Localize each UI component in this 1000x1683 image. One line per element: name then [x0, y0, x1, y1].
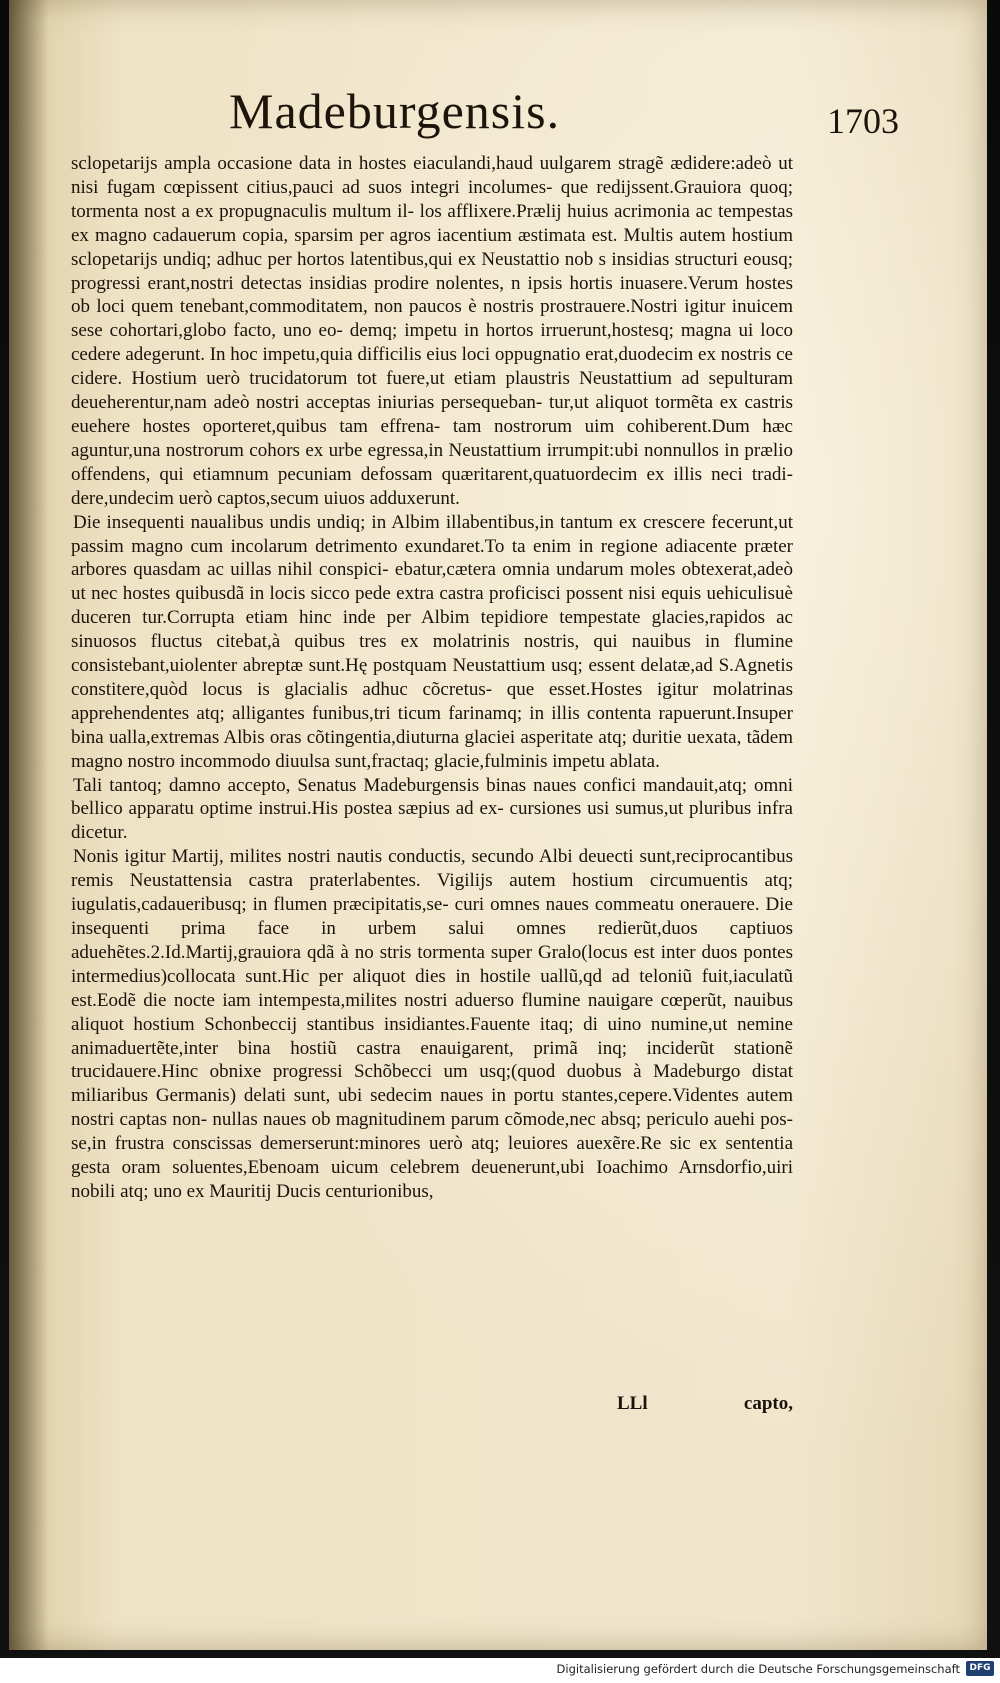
paragraph-3: Tali tantoq; damno accepto, Senatus Madeburgensis binas naues confici mandauit,atq; omni bellico apparatu optime instrui.His postea sæpius ad ex- cursiones usi sumus,ut pluribus infra dicetur.: [71, 774, 793, 844]
paragraph-2: Die insequenti naualibus undis undiq; in Albim illabentibus,in tantum ex crescere fecerunt,ut passim magno cum incolarum detrimento exundaret.To ta enim in regione adiacente præter arbores quasdam ac uillas nihil conspici- ebatur,cætera omnia undarum moles obtexerat,adeò ut nec hostes quibusdã in locis sicco pede extra castra proficisci possent nisi equis uehiculisuè duceren tur.Corrupta etiam hinc inde per Albim tepidiore tempestate glacies,rapidos ac sinuosos fluctus citebat,à quibus tres ex molatrinis nostris, qui nauibus in flumine consistebant,uiolenter abreptæ sunt.Hę postquam Neustattium usq; essent delatæ,ad S.Agnetis constitere,quòd locus is glacialis adhuc cõcretus- que esset.Hostes igitur molatrinas apprehendentes atq; alligantes funibus,tri ticum farinamq; in illis contenta rapuerunt.Insuper bina ualla,extremas Albis oras cõtingentia,diuturna glaciei asperitate atq; duritie uexata, tãdem magno nostro incommodo diuulsa sunt,fractaq; glacie,fulminis impetu ablata.: [71, 511, 793, 772]
footer-strip: [0, 1658, 1000, 1683]
book-page: [9, 0, 987, 1650]
running-title: Madeburgensis.: [229, 83, 561, 139]
body-text: [71, 152, 793, 1204]
page-header: [9, 82, 987, 152]
paragraph-1: sclopetarijs ampla occasione data in hostes eiaculandi,haud uulgarem stragẽ ædidere:adeò ut nisi fugam cœpissent citius,pauci ad suos integri incolumes- que redijssent.Grauiora quoq; tormenta nost a ex propugnaculis multum il- los afflixere.Prælij huius acrimonia ac tempestas ex magno cadauerum copia, sparsim per agros iacentium æstimata est. Multis autem hostium sclopetarijs undiq; adhuc per hortos latentibus,qui ex Neustattio nob s insidias structuri eousq; progressi erant,nostri detectas insidias prodire nolentes, n ipsis hortis inuasere.Verum hostes ob loci quem tenebant,commoditatem, non paucos è nostris prostrauere.Nostri igitur inuicem sese cohortari,globo facto, uno eo- demq; impetu in hortos irruerunt,hostesq; magna ui loco cedere adegerunt. In hoc impetu,quia difficilis eius loci oppugnatio erat,duodecim ex nostris ce cidere. Hostium uerò trucidatorum tot fuere,ut etiam plaustris Neustattium ad sepulturam deueherentur,nam adeò nostri acceptas iniurias persequeban- tur,ut aliquot tormẽta ex castris euehere hostes oporteret,quibus tam effrena- tam nostrorum uim cohiberent.Dum hæc aguntur,una nostrorum cohors ex urbe egressa,in Neustattium irrumpit:ubi nonnullos in prælio offendens, qui etiamnum pecuniam defossam quæritarent,quatuordecim ex illis neci tradi- dere,undecim uerò captos,secum uiuos adduxerunt.: [71, 153, 793, 509]
gutter-shadow: [9, 0, 49, 1650]
catch-line: [71, 1393, 793, 1417]
paragraph-4: Nonis igitur Martij, milites nostri nautis conductis, secundo Albi deuecti sunt,reciprocantibus remis Neustattensia castra praterlabentes. Vigilijs autem hostium circumuentis atq; iugulatis,cadaueribusq; in flumen præcipitatis,se- curi omnes naues commeatu onerauere. Die insequenti prima face in urbem salui omnes redierũt,duos captiuos aduehẽtes.2.Id.Martij,grauiora qdã à no stris tormenta super Gralo(locus est inter duos pontes intermedius)collocata sunt.Hic per aliquot dies in hostile uallũ,qd ad teloniũ fuit,iaculatũ est.Eodẽ die nocte iam intempesta,milites nostri aduerso flumine nauigare cœperũt, nauibus aliquot hostium Schonbeccij stantibus insidiantes.Fauente itaq; di uino numine,ut nemine animaduertẽte,inter bina hostiũ castra enauigarent, primã inq; inciderũt stationẽ trucidauere.Hinc obnixe progressi Schõbecci um usq;(quod duobus à Madeburgo distat miliaribus Germanis) delati sunt, ubi sedecim naues in portu stantes,cepere.Videntes autem nostri captas non- nullas naues ob magnitudinem parum cõmode,nec absq; periculo auehi pos- se,in frustra conscissas demerserunt:minores uerò atq; leuiores auexẽre.Re sic ex sententia gesta oram soluentes,Ebenoam uicum celebrem deuenerunt,ubi Ioachimo Arnsdorfio,uiri nobili atq; uno ex Mauritij Ducis centurionibus,: [71, 846, 793, 1202]
footer-credit: Digitalisierung gefördert durch die Deutsche Forschungsgemeinschaft: [556, 1662, 960, 1676]
signature-mark: LLl: [617, 1393, 648, 1414]
dfg-logo-icon: DFG: [966, 1661, 994, 1676]
catchword: capto,: [743, 1393, 793, 1414]
page-number: 1703: [827, 101, 899, 141]
